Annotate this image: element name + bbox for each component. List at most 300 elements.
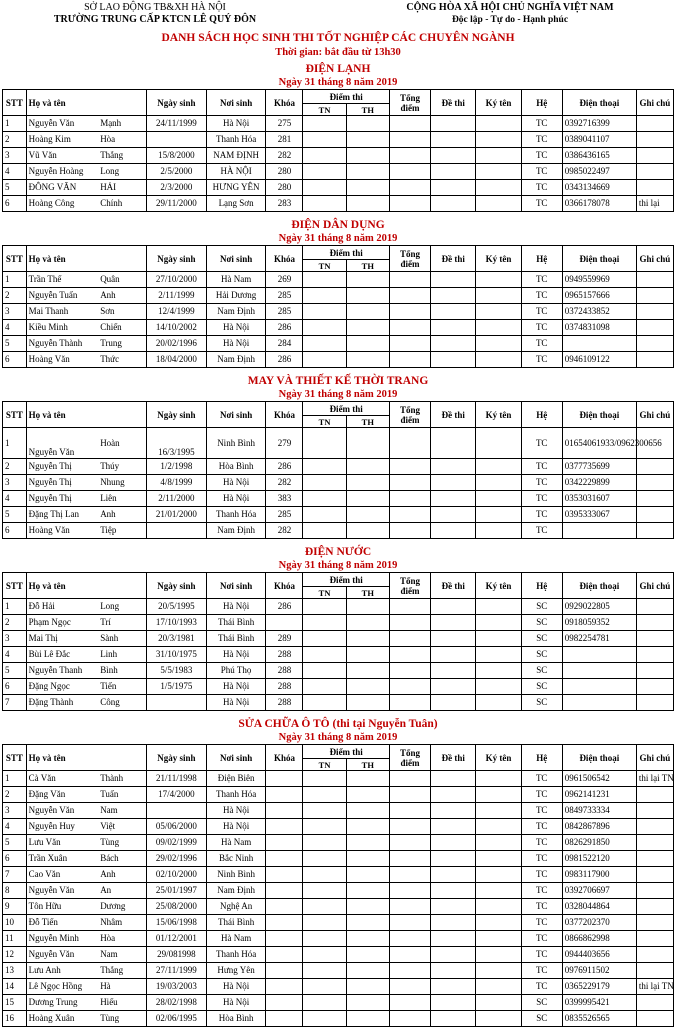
cell-de-thi[interactable]: [431, 491, 476, 507]
col-ky-ten: Ký tên: [476, 745, 521, 771]
cell-th[interactable]: [346, 459, 389, 475]
cell-de-thi[interactable]: [431, 899, 476, 915]
cell-de-thi[interactable]: [431, 116, 476, 132]
col-diem-thi: Điểm thi: [303, 402, 389, 416]
cell-de-thi[interactable]: [431, 647, 476, 663]
cell-ky-ten[interactable]: [476, 883, 521, 899]
cell-tong-diem[interactable]: [389, 915, 430, 931]
table-row: [3, 352, 674, 368]
cell-de-thi[interactable]: [431, 803, 476, 819]
cell-th[interactable]: [346, 428, 389, 459]
table-row: [3, 647, 674, 663]
cell-th[interactable]: [346, 288, 389, 304]
cell-note: [636, 899, 673, 915]
cell-th[interactable]: [346, 963, 389, 979]
cell-tong-diem[interactable]: [389, 428, 430, 459]
cell-phone: [562, 523, 636, 539]
col-phone: Điện thoại: [562, 402, 636, 428]
cell-tong-diem[interactable]: [389, 679, 430, 695]
cell-de-thi[interactable]: [431, 979, 476, 995]
cell-pob: Nghệ An: [206, 899, 266, 915]
cell-tn[interactable]: [303, 336, 346, 352]
cell-tn[interactable]: [303, 272, 346, 288]
cell-tn[interactable]: [303, 428, 346, 459]
cell-ky-ten[interactable]: [476, 459, 521, 475]
cell-dob: 02/06/1995: [147, 1011, 207, 1027]
cell-th[interactable]: [346, 647, 389, 663]
cell-ky-ten[interactable]: [476, 196, 521, 212]
cell-tn[interactable]: [303, 679, 346, 695]
cell-ky-ten[interactable]: [476, 963, 521, 979]
cell-ky-ten[interactable]: [476, 899, 521, 915]
cell-tn[interactable]: [303, 835, 346, 851]
cell-tn[interactable]: [303, 180, 346, 196]
cell-tong-diem[interactable]: [389, 947, 430, 963]
cell-ky-ten[interactable]: [476, 867, 521, 883]
student-table: [2, 744, 674, 1027]
cell-tn[interactable]: [303, 979, 346, 995]
cell-he: TC: [521, 819, 562, 835]
cell-tong-diem[interactable]: [389, 995, 430, 1011]
cell-last-name: Dương Trung: [26, 995, 98, 1011]
cell-de-thi[interactable]: [431, 1011, 476, 1027]
cell-dob: 20/02/1996: [147, 336, 207, 352]
cell-th[interactable]: [346, 947, 389, 963]
cell-th[interactable]: [346, 835, 389, 851]
cell-de-thi[interactable]: [431, 947, 476, 963]
cell-khoa: [266, 995, 303, 1011]
cell-stt: 4: [3, 819, 27, 835]
cell-he: TC: [521, 116, 562, 132]
cell-ky-ten[interactable]: [476, 931, 521, 947]
cell-ky-ten[interactable]: [476, 352, 521, 368]
cell-tn[interactable]: [303, 631, 346, 647]
cell-pob: Hà Nội: [206, 819, 266, 835]
cell-tong-diem[interactable]: [389, 819, 430, 835]
cell-pob: Thanh Hóa: [206, 787, 266, 803]
col-tn: TN: [303, 759, 346, 771]
cell-pob: Nam Định: [206, 883, 266, 899]
table-row: [3, 631, 674, 647]
cell-ky-ten[interactable]: [476, 164, 521, 180]
table-row: [3, 771, 674, 787]
cell-de-thi[interactable]: [431, 915, 476, 931]
cell-de-thi[interactable]: [431, 180, 476, 196]
cell-tn[interactable]: [303, 599, 346, 615]
cell-tn[interactable]: [303, 196, 346, 212]
cell-tong-diem[interactable]: [389, 883, 430, 899]
cell-tong-diem[interactable]: [389, 336, 430, 352]
cell-tong-diem[interactable]: [389, 272, 430, 288]
table-row: [3, 867, 674, 883]
col-phone: Điện thoại: [562, 573, 636, 599]
section-date: Ngày 31 tháng 8 năm 2019: [278, 77, 398, 88]
cell-tong-diem[interactable]: [389, 523, 430, 539]
cell-stt: 10: [3, 915, 27, 931]
cell-th[interactable]: [346, 995, 389, 1011]
cell-de-thi[interactable]: [431, 507, 476, 523]
cell-de-thi[interactable]: [431, 352, 476, 368]
cell-tong-diem[interactable]: [389, 352, 430, 368]
cell-th[interactable]: [346, 851, 389, 867]
cell-de-thi[interactable]: [431, 272, 476, 288]
col-tn: TN: [303, 587, 346, 599]
cell-tn[interactable]: [303, 615, 346, 631]
cell-ky-ten[interactable]: [476, 663, 521, 679]
cell-th[interactable]: [346, 491, 389, 507]
col-de-thi: Đề thi: [431, 90, 476, 116]
cell-note: [636, 475, 673, 491]
cell-tong-diem[interactable]: [389, 491, 430, 507]
cell-th[interactable]: [346, 320, 389, 336]
cell-dob: 1/2/1998: [147, 459, 207, 475]
cell-tn[interactable]: [303, 491, 346, 507]
cell-tong-diem[interactable]: [389, 899, 430, 915]
cell-tn[interactable]: [303, 148, 346, 164]
cell-phone: [562, 695, 636, 711]
cell-de-thi[interactable]: [431, 428, 476, 459]
cell-ky-ten[interactable]: [476, 428, 521, 459]
cell-th[interactable]: [346, 631, 389, 647]
table-row: [3, 507, 674, 523]
cell-de-thi[interactable]: [431, 931, 476, 947]
cell-tong-diem[interactable]: [389, 771, 430, 787]
cell-ky-ten[interactable]: [476, 647, 521, 663]
cell-stt: 1: [3, 116, 27, 132]
cell-de-thi[interactable]: [431, 867, 476, 883]
cell-ky-ten[interactable]: [476, 947, 521, 963]
cell-th[interactable]: [346, 819, 389, 835]
cell-tn[interactable]: [303, 915, 346, 931]
cell-ky-ten[interactable]: [476, 523, 521, 539]
cell-th[interactable]: [346, 336, 389, 352]
cell-th[interactable]: [346, 1011, 389, 1027]
cell-de-thi[interactable]: [431, 883, 476, 899]
table-row: [3, 663, 674, 679]
cell-tn[interactable]: [303, 304, 346, 320]
cell-tn[interactable]: [303, 1011, 346, 1027]
cell-ky-ten[interactable]: [476, 819, 521, 835]
cell-last-name: Đặng Văn: [26, 787, 98, 803]
cell-th[interactable]: [346, 867, 389, 883]
table-row: [3, 288, 674, 304]
cell-ky-ten[interactable]: [476, 851, 521, 867]
cell-phone: 0389041107: [562, 132, 636, 148]
cell-tn[interactable]: [303, 663, 346, 679]
cell-tn[interactable]: [303, 771, 346, 787]
cell-last-name: Lưu Văn: [26, 835, 98, 851]
cell-th[interactable]: [346, 507, 389, 523]
cell-ky-ten[interactable]: [476, 771, 521, 787]
cell-de-thi[interactable]: [431, 771, 476, 787]
cell-de-thi[interactable]: [431, 787, 476, 803]
table-row: [3, 803, 674, 819]
cell-tong-diem[interactable]: [389, 647, 430, 663]
cell-th[interactable]: [346, 599, 389, 615]
cell-tong-diem[interactable]: [389, 288, 430, 304]
cell-th[interactable]: [346, 304, 389, 320]
cell-ky-ten[interactable]: [476, 507, 521, 523]
col-note: Ghi chú: [636, 745, 673, 771]
cell-tong-diem[interactable]: [389, 1011, 430, 1027]
cell-th[interactable]: [346, 695, 389, 711]
cell-last-name: Nguyễn Văn: [26, 428, 98, 459]
cell-tn[interactable]: [303, 883, 346, 899]
cell-th[interactable]: [346, 272, 389, 288]
cell-ky-ten[interactable]: [476, 787, 521, 803]
cell-note: [636, 288, 673, 304]
cell-tong-diem[interactable]: [389, 931, 430, 947]
cell-he: TC: [521, 180, 562, 196]
cell-last-name: Tôn Hữu: [26, 899, 98, 915]
cell-ky-ten[interactable]: [476, 491, 521, 507]
cell-de-thi[interactable]: [431, 835, 476, 851]
section: [2, 62, 674, 212]
cell-ky-ten[interactable]: [476, 320, 521, 336]
cell-phone: 0342229899: [562, 475, 636, 491]
cell-pob: Thái Bình: [206, 915, 266, 931]
cell-stt: 2: [3, 615, 27, 631]
cell-last-name: ĐÔNG VĂN: [26, 180, 98, 196]
cell-th[interactable]: [346, 116, 389, 132]
col-ky-ten: Ký tên: [476, 573, 521, 599]
cell-ky-ten[interactable]: [476, 631, 521, 647]
cell-first-name: Hà: [98, 979, 146, 995]
col-th: TH: [346, 104, 389, 116]
cell-th[interactable]: [346, 803, 389, 819]
cell-khoa: [266, 931, 303, 947]
col-de-thi: Đề thi: [431, 402, 476, 428]
cell-th[interactable]: [346, 915, 389, 931]
cell-de-thi[interactable]: [431, 475, 476, 491]
cell-ky-ten[interactable]: [476, 835, 521, 851]
cell-tong-diem[interactable]: [389, 803, 430, 819]
cell-de-thi[interactable]: [431, 695, 476, 711]
cell-ky-ten[interactable]: [476, 915, 521, 931]
cell-de-thi[interactable]: [431, 819, 476, 835]
cell-first-name: Tiến: [98, 679, 146, 695]
cell-th[interactable]: [346, 196, 389, 212]
cell-tn[interactable]: [303, 459, 346, 475]
cell-tn[interactable]: [303, 787, 346, 803]
cell-tong-diem[interactable]: [389, 507, 430, 523]
cell-last-name: Lưu Anh: [26, 963, 98, 979]
cell-tn[interactable]: [303, 352, 346, 368]
cell-ky-ten[interactable]: [476, 1011, 521, 1027]
cell-tong-diem[interactable]: [389, 835, 430, 851]
cell-th[interactable]: [346, 979, 389, 995]
cell-de-thi[interactable]: [431, 523, 476, 539]
col-he: Hệ: [521, 246, 562, 272]
cell-tong-diem[interactable]: [389, 116, 430, 132]
cell-tn[interactable]: [303, 867, 346, 883]
cell-pob: Nam Định: [206, 352, 266, 368]
cell-tong-diem[interactable]: [389, 867, 430, 883]
cell-tong-diem[interactable]: [389, 787, 430, 803]
cell-de-thi[interactable]: [431, 336, 476, 352]
cell-de-thi[interactable]: [431, 663, 476, 679]
cell-dob: 29/02/1996: [147, 851, 207, 867]
cell-phone: 0343134669: [562, 180, 636, 196]
cell-th[interactable]: [346, 679, 389, 695]
cell-last-name: Phạm Ngọc: [26, 615, 98, 631]
cell-pob: Hà Nội: [206, 491, 266, 507]
cell-tn[interactable]: [303, 995, 346, 1011]
cell-tn[interactable]: [303, 475, 346, 491]
cell-th[interactable]: [346, 164, 389, 180]
section: [2, 545, 674, 711]
cell-tn[interactable]: [303, 931, 346, 947]
cell-ky-ten[interactable]: [476, 679, 521, 695]
cell-tong-diem[interactable]: [389, 304, 430, 320]
table-row: [3, 979, 674, 995]
cell-th[interactable]: [346, 771, 389, 787]
cell-ky-ten[interactable]: [476, 695, 521, 711]
col-he: Hệ: [521, 573, 562, 599]
cell-ky-ten[interactable]: [476, 180, 521, 196]
cell-tong-diem[interactable]: [389, 615, 430, 631]
cell-ky-ten[interactable]: [476, 336, 521, 352]
cell-de-thi[interactable]: [431, 631, 476, 647]
cell-tn[interactable]: [303, 132, 346, 148]
cell-tong-diem[interactable]: [389, 148, 430, 164]
cell-stt: 3: [3, 631, 27, 647]
cell-de-thi[interactable]: [431, 148, 476, 164]
cell-de-thi[interactable]: [431, 459, 476, 475]
cell-tn[interactable]: [303, 695, 346, 711]
cell-tong-diem[interactable]: [389, 320, 430, 336]
cell-dob: 21/11/1998: [147, 771, 207, 787]
cell-tn[interactable]: [303, 647, 346, 663]
cell-de-thi[interactable]: [431, 995, 476, 1011]
cell-de-thi[interactable]: [431, 132, 476, 148]
cell-tong-diem[interactable]: [389, 164, 430, 180]
cell-th[interactable]: [346, 132, 389, 148]
cell-th[interactable]: [346, 931, 389, 947]
cell-tn[interactable]: [303, 851, 346, 867]
cell-first-name: Tuấn: [98, 787, 146, 803]
cell-tong-diem[interactable]: [389, 180, 430, 196]
cell-th[interactable]: [346, 475, 389, 491]
cell-pob: Bắc Ninh: [206, 851, 266, 867]
cell-phone: 0328044864: [562, 899, 636, 915]
cell-first-name: Hòa: [98, 931, 146, 947]
cell-ky-ten[interactable]: [476, 288, 521, 304]
cell-th[interactable]: [346, 352, 389, 368]
cell-th[interactable]: [346, 615, 389, 631]
cell-tn[interactable]: [303, 803, 346, 819]
cell-ky-ten[interactable]: [476, 272, 521, 288]
cell-de-thi[interactable]: [431, 963, 476, 979]
cell-tn[interactable]: [303, 963, 346, 979]
cell-last-name: Nguyễn Thị: [26, 491, 98, 507]
cell-pob: Ninh Bình: [206, 428, 266, 459]
cell-phone: [562, 663, 636, 679]
cell-tong-diem[interactable]: [389, 475, 430, 491]
student-table: [2, 401, 674, 539]
col-he: Hệ: [521, 402, 562, 428]
cell-de-thi[interactable]: [431, 599, 476, 615]
cell-th[interactable]: [346, 523, 389, 539]
cell-tn[interactable]: [303, 819, 346, 835]
cell-tn[interactable]: [303, 507, 346, 523]
cell-tong-diem[interactable]: [389, 459, 430, 475]
cell-last-name: Nguyễn Thị: [26, 459, 98, 475]
cell-de-thi[interactable]: [431, 679, 476, 695]
cell-ky-ten[interactable]: [476, 995, 521, 1011]
cell-ky-ten[interactable]: [476, 116, 521, 132]
cell-khoa: 288: [266, 695, 303, 711]
cell-stt: 15: [3, 995, 27, 1011]
cell-tn[interactable]: [303, 164, 346, 180]
cell-tong-diem[interactable]: [389, 631, 430, 647]
ministry-name: SỞ LAO ĐỘNG TB&XH HÀ NỘI: [84, 2, 226, 13]
cell-ky-ten[interactable]: [476, 148, 521, 164]
cell-tong-diem[interactable]: [389, 979, 430, 995]
cell-he: TC: [521, 947, 562, 963]
cell-th[interactable]: [346, 148, 389, 164]
col-th: TH: [346, 587, 389, 599]
cell-tong-diem[interactable]: [389, 599, 430, 615]
cell-tong-diem[interactable]: [389, 851, 430, 867]
cell-de-thi[interactable]: [431, 196, 476, 212]
cell-ky-ten[interactable]: [476, 304, 521, 320]
cell-ky-ten[interactable]: [476, 475, 521, 491]
col-dob: Ngày sinh: [147, 402, 207, 428]
cell-tong-diem[interactable]: [389, 963, 430, 979]
cell-ky-ten[interactable]: [476, 979, 521, 995]
cell-last-name: Lê Ngọc Hồng: [26, 979, 98, 995]
cell-tn[interactable]: [303, 320, 346, 336]
cell-th[interactable]: [346, 787, 389, 803]
cell-th[interactable]: [346, 180, 389, 196]
cell-th[interactable]: [346, 663, 389, 679]
cell-he: SC: [521, 615, 562, 631]
cell-tn[interactable]: [303, 899, 346, 915]
col-tn: TN: [303, 104, 346, 116]
cell-tn[interactable]: [303, 288, 346, 304]
cell-de-thi[interactable]: [431, 304, 476, 320]
cell-de-thi[interactable]: [431, 615, 476, 631]
cell-de-thi[interactable]: [431, 164, 476, 180]
cell-ky-ten[interactable]: [476, 803, 521, 819]
table-row: [3, 835, 674, 851]
cell-tong-diem[interactable]: [389, 663, 430, 679]
cell-ky-ten[interactable]: [476, 132, 521, 148]
cell-note: [636, 491, 673, 507]
cell-phone: 0377735699: [562, 459, 636, 475]
cell-tong-diem[interactable]: [389, 132, 430, 148]
cell-he: TC: [521, 304, 562, 320]
cell-tn[interactable]: [303, 947, 346, 963]
cell-khoa: 286: [266, 352, 303, 368]
cell-tn[interactable]: [303, 523, 346, 539]
cell-first-name: Mạnh: [98, 116, 146, 132]
cell-he: SC: [521, 663, 562, 679]
cell-first-name: Thắng: [98, 963, 146, 979]
cell-de-thi[interactable]: [431, 288, 476, 304]
cell-pob: Hà Nội: [206, 320, 266, 336]
cell-tong-diem[interactable]: [389, 695, 430, 711]
cell-ky-ten[interactable]: [476, 599, 521, 615]
cell-ky-ten[interactable]: [476, 615, 521, 631]
cell-th[interactable]: [346, 883, 389, 899]
cell-tn[interactable]: [303, 116, 346, 132]
cell-de-thi[interactable]: [431, 320, 476, 336]
cell-de-thi[interactable]: [431, 851, 476, 867]
cell-th[interactable]: [346, 899, 389, 915]
cell-tong-diem[interactable]: [389, 196, 430, 212]
